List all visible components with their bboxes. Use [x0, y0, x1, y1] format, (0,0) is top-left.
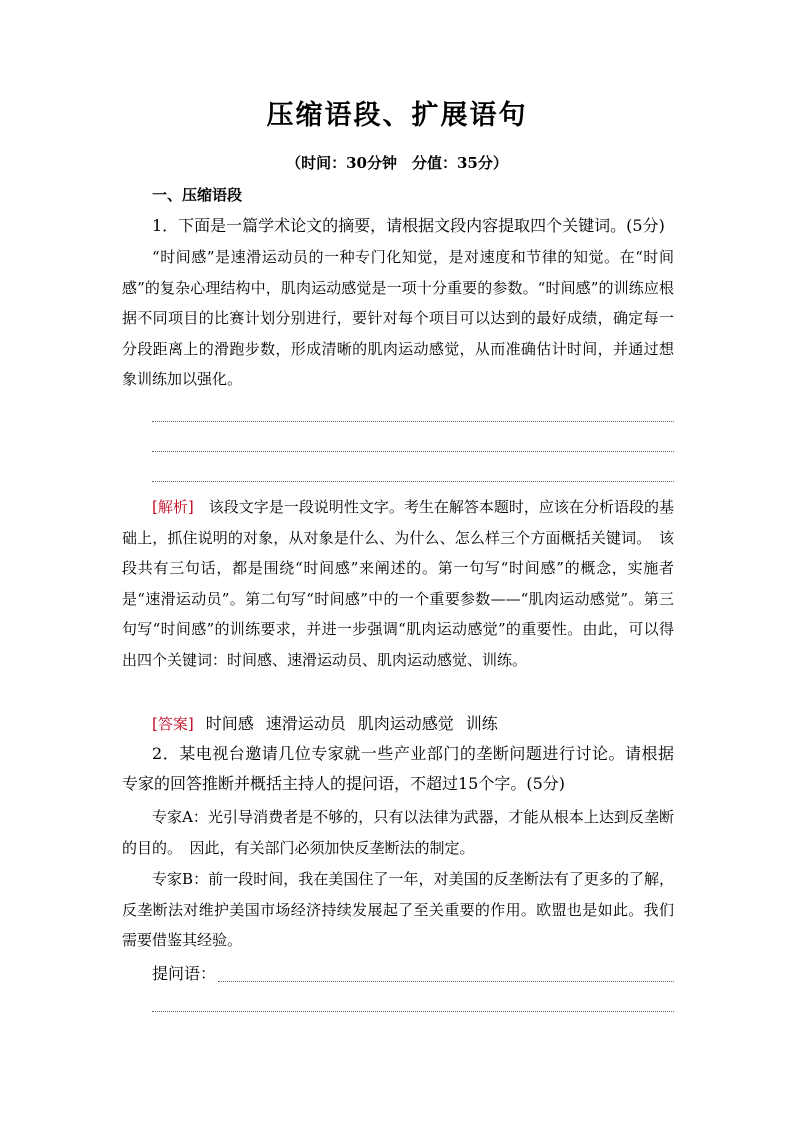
- section-heading: 一、压缩语段: [152, 186, 243, 204]
- analysis-tag: [解析]: [152, 498, 194, 516]
- question-1-passage: “时间感”是速滑运动员的一种专门化知觉，是对速度和节律的知觉。在“时间感”的复杂心理结构中，肌肉运动感觉是一项十分重要的参数。“时间感”的训练应根据不同项目的比赛计划分别进行，要针对每个项目可以达到的最好成绩，确定每一分段距离上的滑跑步数，形成清晰的肌肉运动感觉，从而准确估计时间，并通过想象训练加以强化。: [122, 248, 674, 388]
- answer-line: [218, 981, 674, 982]
- answer-row: [152, 709, 498, 739]
- answer-keyword: 肌肉运动感觉: [357, 714, 454, 733]
- time-score-note: （时间：30分钟 分值：35分）: [286, 154, 508, 172]
- answer-line: [152, 481, 674, 482]
- answer-keyword: 速滑运动员: [265, 714, 346, 733]
- answer-tag: [答案]: [152, 715, 194, 733]
- page-title: 压缩语段、扩展语句: [266, 100, 528, 131]
- analysis-paragraph: [122, 492, 674, 675]
- question-2-prompt: 2．某电视台邀请几位专家就一些产业部门的垄断问题进行讨论。请根据专家的回答推断并概括主持人的提问语，不超过15个字。(5分): [122, 744, 674, 793]
- expert-b-statement: 专家B：前一段时间，我在美国住了一年，对美国的反垄断法有了更多的了解，反垄断法对维护美国市场经济持续发展起了至关重要的作用。欧盟也是如此。我们需要借鉴其经验。: [122, 870, 674, 949]
- question-prompt-label: 提问语：: [152, 964, 217, 983]
- answer-line: [152, 1011, 674, 1012]
- question-1-prompt: 1．下面是一篇学术论文的摘要，请根据文段内容提取四个关键词。(5分): [152, 216, 665, 235]
- answer-line: [152, 421, 674, 422]
- answer-line: [152, 451, 674, 452]
- answer-keyword: 时间感: [205, 714, 254, 733]
- expert-a-statement: 专家A：光引导消费者是不够的，只有以法律为武器，才能从根本上达到反垄断的目的。 因此，有关部门必须加快反垄断法的制定。: [122, 808, 674, 857]
- analysis-text: 该段文字是一段说明性文字。考生在解答本题时，应该在分析语段的基础上，抓住说明的对象，从对象是什么、为什么、怎么样三个方面概括关键词。 该段共有三句话，都是围绕“时间感”来阐述的。第一句写“时间感”的概念，实施者是“速滑运动员”。第二句写“时间感”中的一个重要参数——“肌肉运动感觉”。第三句写“时间感”的训练要求，并进一步强调“肌肉运动感觉”的重要性。由此，可以得出四个关键词：时间感、速滑运动员、肌肉运动感觉、训练。: [122, 498, 674, 669]
- answer-keyword: 训练: [465, 714, 498, 733]
